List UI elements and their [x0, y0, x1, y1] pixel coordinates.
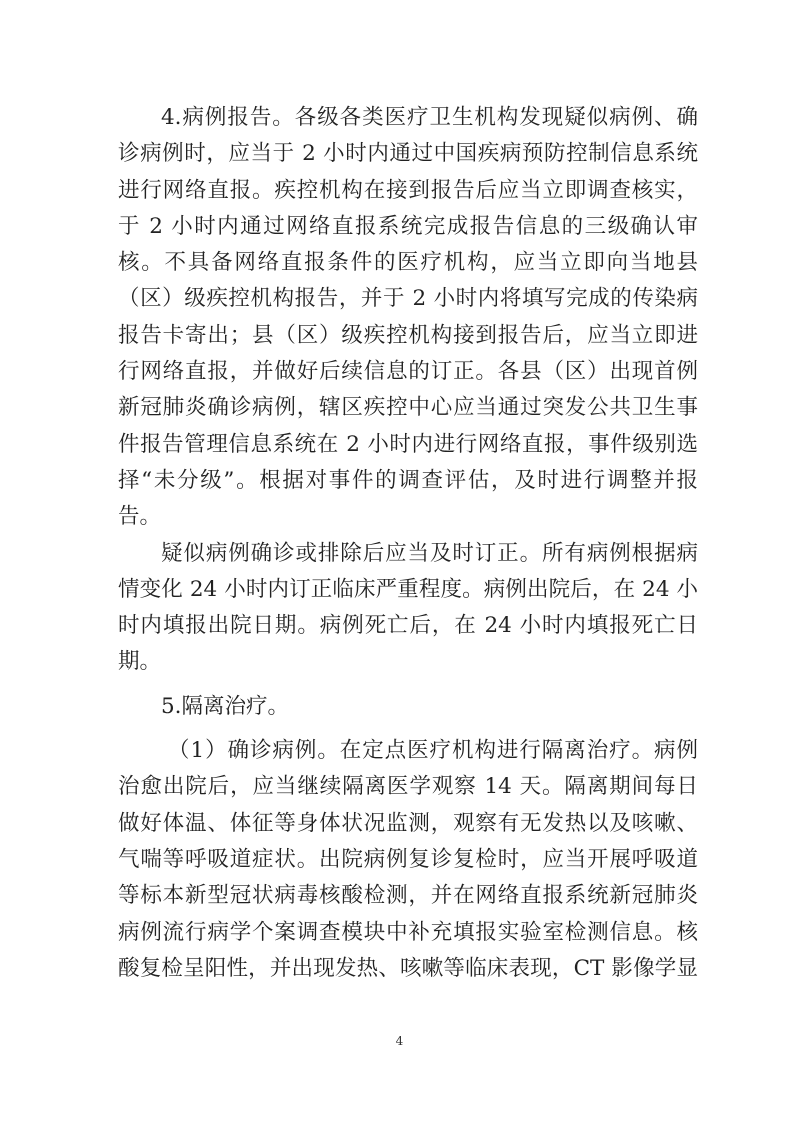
text-line: 时内填报出院日期。病例死亡后，在 24 小时内填报死亡日	[118, 613, 698, 639]
text-line: 疑似病例确诊或排除后应当及时订正。所有病例根据病	[161, 540, 698, 566]
text-line: 等标本新型冠状病毒核酸检测，并在网络直报系统新冠肺炎	[118, 883, 698, 909]
text-line: 件报告管理信息系统在 2 小时内进行网络直报，事件级别选	[118, 431, 698, 457]
text-line: 酸复检呈阳性，并出现发热、咳嗽等临床表现，CT 影像学显	[118, 955, 698, 981]
text-line: 气喘等呼吸道症状。出院病例复诊复检时，应当开展呼吸道	[118, 846, 698, 872]
text-line: （区）级疾控机构报告，并于 2 小时内将填写完成的传染病	[118, 286, 698, 312]
text-line: 告。	[118, 504, 162, 530]
spacer	[118, 681, 698, 689]
text-line: 期。	[118, 649, 162, 675]
text-line: 诊病例时，应当于 2 小时内通过中国疾病预防控制信息系统	[118, 141, 698, 167]
text-line: 进行网络直报。疾控机构在接到报告后应当立即调查核实，	[118, 177, 698, 203]
text-line: 病例流行病学个案调查模块中补充填报实验室检测信息。核	[118, 919, 698, 945]
document-body	[118, 100, 698, 987]
page-number: 4	[395, 1034, 404, 1048]
paragraph-case-correction	[118, 536, 698, 681]
text-line: 行网络直报，并做好后续信息的订正。各县（区）出现首例	[118, 359, 698, 385]
text-line: 于 2 小时内通过网络直报系统完成报告信息的三级确认审	[118, 213, 698, 239]
section-heading-isolation: 5.隔离治疗。	[161, 693, 290, 719]
paragraph-case-report	[118, 100, 698, 536]
text-line: 择“未分级”。根据对事件的调查评估，及时进行调整并报	[118, 467, 698, 493]
text-line: 核。不具备网络直报条件的医疗机构，应当立即向当地县	[118, 250, 698, 276]
text-line: 4.病例报告。各级各类医疗卫生机构发现疑似病例、确	[161, 105, 698, 130]
text-line: 新冠肺炎确诊病例，辖区疾控中心应当通过突发公共卫生事	[118, 395, 698, 421]
spacer	[118, 725, 698, 733]
text-line: 做好体温、体征等身体状况监测，观察有无发热以及咳嗽、	[118, 810, 698, 836]
text-line: 治愈出院后，应当继续隔离医学观察 14 天。隔离期间每日	[118, 774, 698, 800]
text-line: 情变化 24 小时内订正临床严重程度。病例出院后，在 24 小	[118, 576, 698, 602]
text-line: 报告卡寄出；县（区）级疾控机构接到报告后，应当立即进	[118, 322, 698, 348]
text-line: （1）确诊病例。在定点医疗机构进行隔离治疗。病例	[168, 738, 698, 764]
paragraph-confirmed-cases	[118, 733, 698, 987]
